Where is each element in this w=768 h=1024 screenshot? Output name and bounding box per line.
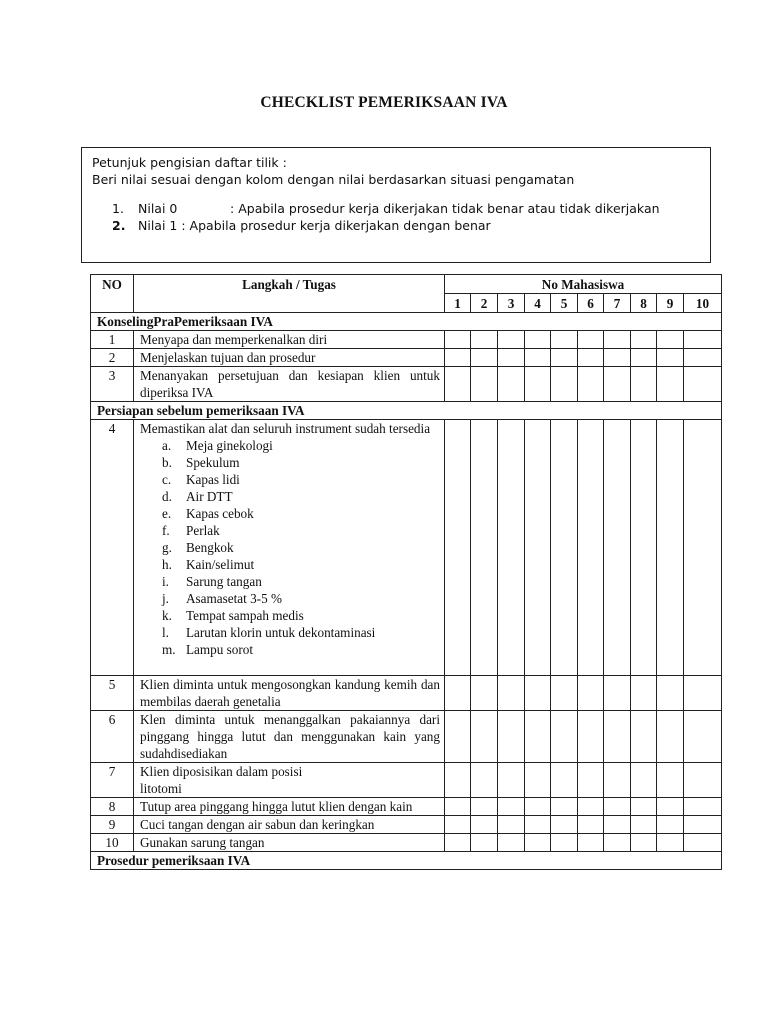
score-cell[interactable] (471, 676, 498, 711)
list-item-text: Bengkok (186, 540, 234, 555)
score-cell[interactable] (684, 763, 722, 798)
list-item-text: Kapas cebok (186, 506, 254, 521)
step-number: 9 (91, 816, 134, 834)
student-number-header: 6 (578, 294, 604, 313)
score-cell[interactable] (471, 763, 498, 798)
score-cell[interactable] (498, 367, 525, 402)
score-cell[interactable] (657, 711, 684, 763)
list-item-text: Asamasetat 3-5 % (186, 591, 282, 606)
step-text (134, 367, 445, 402)
step-text (134, 331, 445, 349)
score-cell[interactable] (657, 331, 684, 349)
list-item-text: Perlak (186, 523, 220, 538)
student-number-header: 4 (525, 294, 551, 313)
score-cell[interactable] (604, 763, 631, 798)
list-item-text: Sarung tangan (186, 574, 262, 589)
table-row (91, 367, 722, 402)
score-cell[interactable] (445, 816, 471, 834)
score-cell[interactable] (551, 798, 578, 816)
score-cell[interactable] (684, 834, 722, 852)
score-legend-item (92, 200, 700, 217)
score-cell[interactable] (525, 676, 551, 711)
list-item (140, 437, 440, 454)
score-legend-number: 2. (112, 218, 126, 233)
score-legend-text: Apabila prosedur kerja dikerjakan dengan benar (189, 218, 491, 233)
step-text-line: Gunakan sarung tangan (140, 835, 265, 850)
step-text-line: Menyapa dan memperkenalkan diri (140, 332, 328, 347)
step-text-line: Menanyakan persetujuan dan kesiapan klien untuk diperiksa IVA (140, 368, 440, 400)
list-item (140, 590, 440, 607)
step-text (134, 420, 445, 676)
student-number-header: 5 (551, 294, 578, 313)
score-cell[interactable] (445, 420, 471, 676)
section-row (91, 852, 722, 870)
step-number: 6 (91, 711, 134, 763)
checklist-table (90, 274, 722, 870)
header-students: No Mahasiswa (445, 275, 722, 294)
score-cell[interactable] (525, 798, 551, 816)
score-cell[interactable] (471, 349, 498, 367)
score-legend-separator: : (230, 201, 235, 216)
score-cell[interactable] (684, 367, 722, 402)
step-text-line: Tutup area pinggang hingga lutut klien dengan kain (140, 799, 413, 814)
score-cell[interactable] (578, 420, 604, 676)
list-item-text: Lampu sorot (186, 642, 254, 657)
section-title: KonselingPraPemeriksaan IVA (91, 313, 722, 331)
score-cell[interactable] (657, 367, 684, 402)
step-text-line: Klien diminta untuk mengosongkan kandung kemih dan membilas daerah genetalia (140, 677, 440, 709)
score-cell[interactable] (445, 834, 471, 852)
score-cell[interactable] (471, 711, 498, 763)
list-item (140, 488, 440, 505)
score-cell[interactable] (631, 711, 657, 763)
table-row (91, 798, 722, 816)
score-cell[interactable] (684, 331, 722, 349)
table-row (91, 816, 722, 834)
student-number-header: 9 (657, 294, 684, 313)
page-title: CHECKLIST PEMERIKSAAN IVA (260, 94, 508, 111)
score-legend-number: 1. (112, 201, 124, 216)
score-cell[interactable] (604, 834, 631, 852)
list-item-letter: j. (162, 591, 169, 606)
step-text (134, 834, 445, 852)
score-cell[interactable] (631, 763, 657, 798)
list-item-letter: h. (162, 557, 172, 572)
step-text-line: Klien diposisikan dalam posisi (140, 764, 303, 779)
score-cell[interactable] (604, 367, 631, 402)
score-cell[interactable] (525, 763, 551, 798)
table-row (91, 676, 722, 711)
score-cell[interactable] (471, 331, 498, 349)
score-cell[interactable] (498, 711, 525, 763)
list-item (140, 556, 440, 573)
list-item (140, 641, 440, 658)
score-cell[interactable] (525, 816, 551, 834)
score-cell[interactable] (604, 798, 631, 816)
instructions-text: Beri nilai sesuai dengan kolom dengan nilai berdasarkan situasi pengamatan (92, 172, 575, 187)
score-cell[interactable] (551, 711, 578, 763)
list-item (140, 624, 440, 641)
score-cell[interactable] (498, 763, 525, 798)
list-item-letter: e. (162, 506, 172, 521)
student-number-header: 2 (471, 294, 498, 313)
score-cell[interactable] (578, 834, 604, 852)
score-cell[interactable] (631, 349, 657, 367)
score-cell[interactable] (631, 676, 657, 711)
score-cell[interactable] (657, 349, 684, 367)
step-number: 2 (91, 349, 134, 367)
score-cell[interactable] (551, 349, 578, 367)
score-cell[interactable] (604, 420, 631, 676)
step-text (134, 816, 445, 834)
score-cell[interactable] (551, 834, 578, 852)
score-cell[interactable] (578, 676, 604, 711)
score-cell[interactable] (471, 834, 498, 852)
table-row (91, 763, 722, 798)
list-item-text: Larutan klorin untuk dekontaminasi (186, 625, 376, 640)
score-cell[interactable] (445, 331, 471, 349)
student-number-header: 7 (604, 294, 631, 313)
score-cell[interactable] (578, 367, 604, 402)
list-item-text: Tempat sampah medis (186, 608, 304, 623)
score-cell[interactable] (578, 763, 604, 798)
score-cell[interactable] (551, 816, 578, 834)
list-item-text: Spekulum (186, 455, 240, 470)
step-number: 8 (91, 798, 134, 816)
score-cell[interactable] (578, 798, 604, 816)
score-cell[interactable] (471, 798, 498, 816)
score-cell[interactable] (445, 367, 471, 402)
score-cell[interactable] (525, 420, 551, 676)
equipment-list (140, 437, 440, 658)
score-cell[interactable] (498, 676, 525, 711)
list-item (140, 573, 440, 590)
score-cell[interactable] (471, 367, 498, 402)
step-number: 3 (91, 367, 134, 402)
score-cell[interactable] (631, 834, 657, 852)
list-item-letter: b. (162, 455, 172, 470)
step-text-line: Memastikan alat dan seluruh instrument sudah tersedia (140, 421, 431, 436)
score-cell[interactable] (471, 816, 498, 834)
student-number-header: 8 (631, 294, 657, 313)
table-header-row (91, 275, 722, 294)
step-text-line: Cuci tangan dengan air sabun dan keringkan (140, 817, 375, 832)
section-row (91, 402, 722, 420)
step-number: 5 (91, 676, 134, 711)
score-legend-item (92, 217, 700, 234)
score-cell[interactable] (631, 816, 657, 834)
score-cell[interactable] (578, 349, 604, 367)
list-item (140, 454, 440, 471)
score-cell[interactable] (525, 711, 551, 763)
step-number: 10 (91, 834, 134, 852)
table-row (91, 834, 722, 852)
score-cell[interactable] (525, 331, 551, 349)
student-number-header: 3 (498, 294, 525, 313)
step-text-line: Menjelaskan tujuan dan prosedur (140, 350, 316, 365)
score-cell[interactable] (471, 420, 498, 676)
score-cell[interactable] (498, 349, 525, 367)
step-text (134, 711, 445, 763)
list-item-letter: f. (162, 523, 170, 538)
score-cell[interactable] (604, 349, 631, 367)
score-cell[interactable] (684, 349, 722, 367)
score-cell[interactable] (445, 676, 471, 711)
list-item-text: Kain/selimut (186, 557, 255, 572)
score-cell[interactable] (684, 798, 722, 816)
score-cell[interactable] (498, 331, 525, 349)
score-cell[interactable] (551, 367, 578, 402)
list-item (140, 607, 440, 624)
list-item-letter: a. (162, 438, 172, 453)
score-cell[interactable] (525, 367, 551, 402)
score-cell[interactable] (657, 420, 684, 676)
score-cell[interactable] (631, 367, 657, 402)
score-cell[interactable] (445, 711, 471, 763)
score-cell[interactable] (551, 420, 578, 676)
instructions-box (81, 147, 711, 263)
list-item (140, 505, 440, 522)
score-cell[interactable] (604, 331, 631, 349)
list-item (140, 471, 440, 488)
list-item-letter: k. (162, 608, 172, 623)
table-row (91, 331, 722, 349)
score-cell[interactable] (657, 763, 684, 798)
table-row (91, 420, 722, 676)
instructions-heading: Petunjuk pengisian daftar tilik : (92, 155, 287, 170)
score-cell[interactable] (445, 763, 471, 798)
score-cell[interactable] (578, 711, 604, 763)
table-row (91, 349, 722, 367)
score-cell[interactable] (657, 834, 684, 852)
score-legend-text: Apabila prosedur kerja dikerjakan tidak benar atau tidak dikerjakan (238, 201, 660, 216)
header-task: Langkah / Tugas (134, 275, 445, 313)
list-item-letter: i. (162, 574, 169, 589)
list-item (140, 539, 440, 556)
score-cell[interactable] (684, 420, 722, 676)
list-item-letter: d. (162, 489, 172, 504)
student-number-header: 10 (684, 294, 722, 313)
step-text (134, 349, 445, 367)
score-cell[interactable] (578, 331, 604, 349)
score-cell[interactable] (498, 798, 525, 816)
score-cell[interactable] (551, 763, 578, 798)
header-no: NO (91, 275, 134, 313)
score-cell[interactable] (525, 349, 551, 367)
list-item-text: Air DTT (186, 489, 233, 504)
list-item-letter: g. (162, 540, 172, 555)
step-text-line: Klen diminta untuk menanggalkan pakaiannya dari pinggang hingga lutut dan menggunakan kain yang sudahdisediakan (140, 712, 440, 761)
table-row (91, 711, 722, 763)
score-cell[interactable] (498, 834, 525, 852)
score-cell[interactable] (631, 331, 657, 349)
score-cell[interactable] (684, 711, 722, 763)
score-cell[interactable] (684, 676, 722, 711)
score-cell[interactable] (631, 420, 657, 676)
score-cell[interactable] (498, 420, 525, 676)
list-item-letter: l. (162, 625, 169, 640)
step-number: 1 (91, 331, 134, 349)
score-legend (92, 200, 700, 234)
step-number: 4 (91, 420, 134, 676)
score-cell[interactable] (498, 816, 525, 834)
score-cell[interactable] (551, 331, 578, 349)
step-text (134, 798, 445, 816)
score-legend-label: Nilai 0 (138, 201, 178, 216)
score-cell[interactable] (445, 798, 471, 816)
student-number-header: 1 (445, 294, 471, 313)
score-legend-label: Nilai 1 : (138, 218, 186, 233)
score-cell[interactable] (551, 676, 578, 711)
score-cell[interactable] (657, 816, 684, 834)
step-number: 7 (91, 763, 134, 798)
score-cell[interactable] (657, 798, 684, 816)
section-row (91, 313, 722, 331)
step-text-line: litotomi (140, 781, 182, 796)
score-cell[interactable] (604, 816, 631, 834)
step-text (134, 676, 445, 711)
section-title: Persiapan sebelum pemeriksaan IVA (91, 402, 722, 420)
score-cell[interactable] (445, 349, 471, 367)
score-cell[interactable] (604, 711, 631, 763)
list-item (140, 522, 440, 539)
score-cell[interactable] (525, 834, 551, 852)
list-item-text: Kapas lidi (186, 472, 240, 487)
section-title: Prosedur pemeriksaan IVA (91, 852, 722, 870)
score-cell[interactable] (604, 676, 631, 711)
list-item-text: Meja ginekologi (186, 438, 273, 453)
score-cell[interactable] (578, 816, 604, 834)
score-cell[interactable] (684, 816, 722, 834)
list-item-letter: c. (162, 472, 172, 487)
list-item-letter: m. (162, 642, 176, 657)
score-cell[interactable] (631, 798, 657, 816)
step-text (134, 763, 445, 798)
score-cell[interactable] (657, 676, 684, 711)
